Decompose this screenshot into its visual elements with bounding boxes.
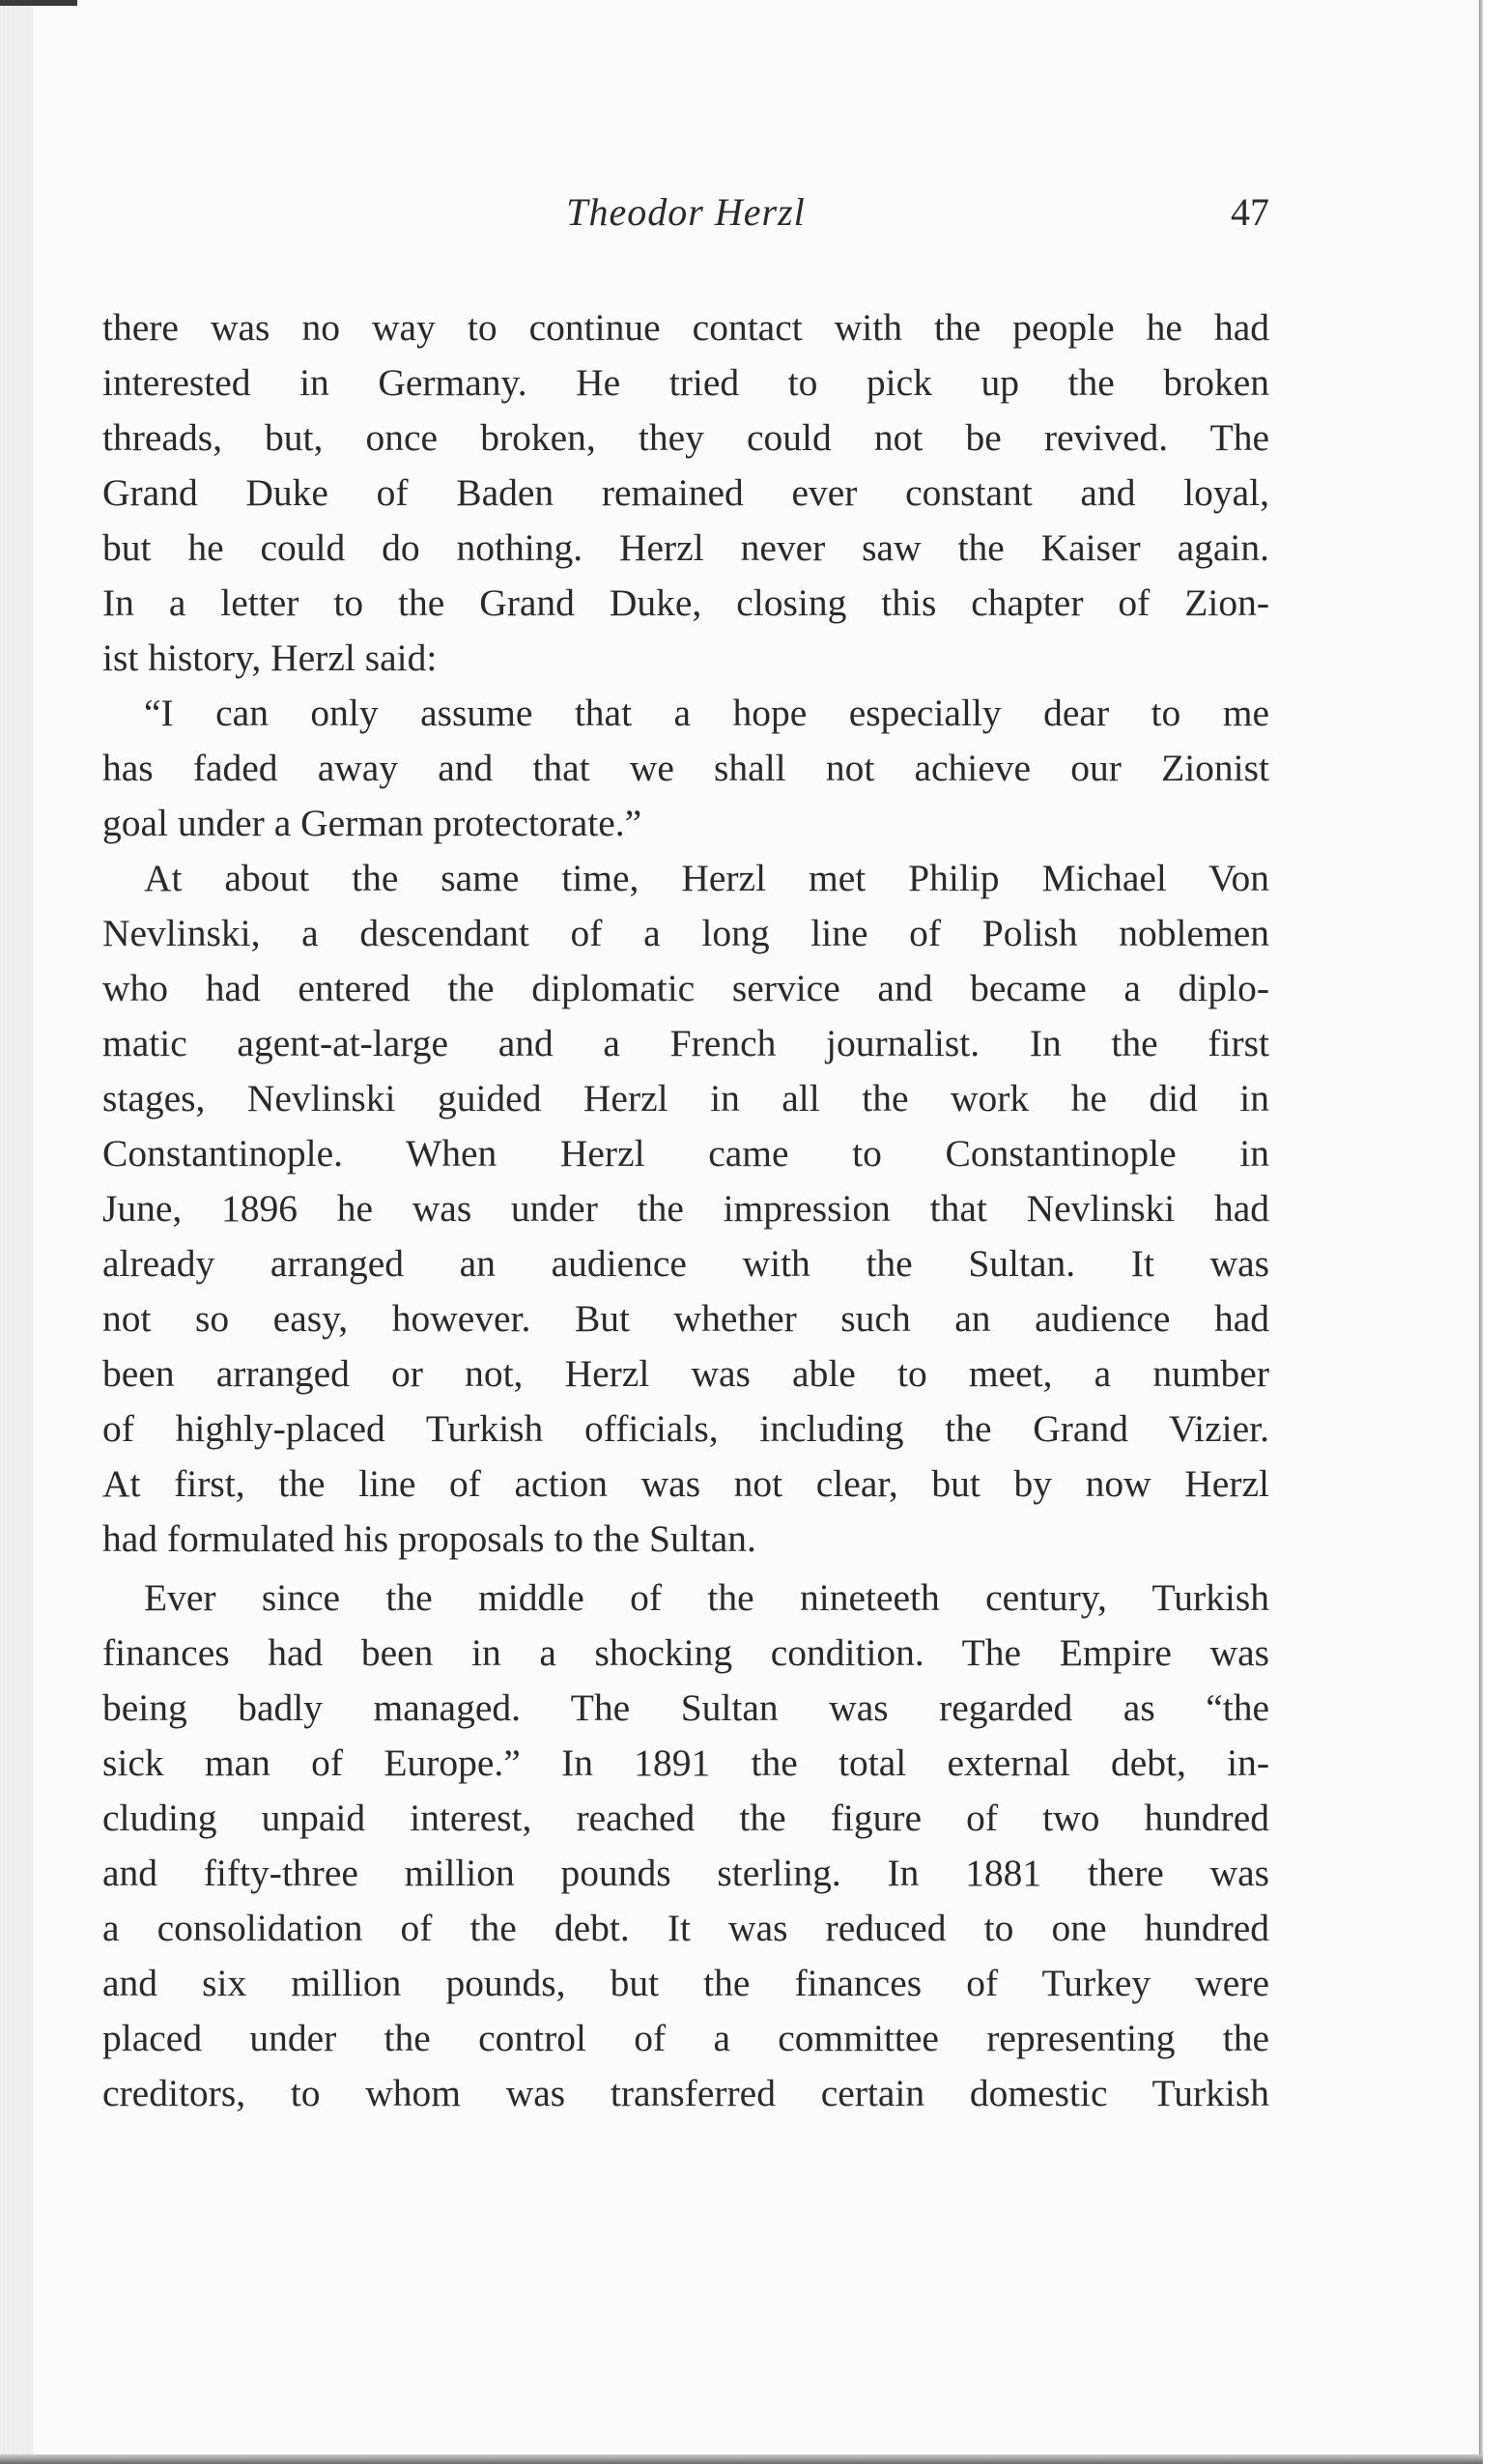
text-line: At about the same time, Herzl met Philip Michael Von xyxy=(144,857,1269,899)
text-line: has faded away and that we shall not achieve our Zionist xyxy=(102,747,1269,789)
text-line: ist history, Herzl said: xyxy=(102,637,438,679)
text-line: been arranged or not, Herzl was able to meet, a number xyxy=(102,1352,1269,1395)
text-line: In a letter to the Grand Duke, closing this chapter of Zion- xyxy=(102,581,1269,624)
text-line: who had entered the diplomatic service and became a diplo- xyxy=(102,967,1269,1009)
text-line: threads, but, once broken, they could not be revived. The xyxy=(102,416,1269,459)
text-line: a consolidation of the debt. It was reduced to one hundred xyxy=(102,1907,1269,1949)
text-line: but he could do nothing. Herzl never saw the Kaiser again. xyxy=(102,526,1269,569)
text-line: being badly managed. The Sultan was regarded as “the xyxy=(102,1686,1269,1729)
left-page-edge xyxy=(0,0,33,2464)
body-text xyxy=(102,300,1269,2121)
running-title: Theodor Herzl xyxy=(566,190,806,234)
paragraph-2-quote xyxy=(102,686,1269,851)
text-line: goal under a German protectorate.” xyxy=(102,802,642,844)
text-line: had formulated his proposals to the Sultan. xyxy=(102,1517,756,1560)
text-line: interested in Germany. He tried to pick up the broken xyxy=(102,361,1269,404)
text-line: already arranged an audience with the Sultan. It was xyxy=(102,1242,1269,1285)
text-line: June, 1896 he was under the impression that Nevlinski had xyxy=(102,1187,1269,1230)
text-line: creditors, to whom was transferred certain domestic Turkish xyxy=(102,2072,1269,2114)
paragraph-4 xyxy=(102,1571,1269,2121)
page-number: 47 xyxy=(1231,190,1269,234)
bottom-page-edge xyxy=(0,2454,1483,2464)
text-line: Constantinople. When Herzl came to Constantinople in xyxy=(102,1132,1269,1175)
text-line: Grand Duke of Baden remained ever constant and loyal, xyxy=(102,471,1269,514)
text-line: not so easy, however. But whether such an audience had xyxy=(102,1297,1269,1340)
text-line: cluding unpaid interest, reached the figure of two hundred xyxy=(102,1797,1269,1839)
right-margin xyxy=(1483,0,1506,2464)
text-line: stages, Nevlinski guided Herzl in all the work he did in xyxy=(102,1077,1269,1119)
text-line: Ever since the middle of the nineteeth century, Turkish xyxy=(144,1576,1269,1619)
paragraph-1 xyxy=(102,300,1269,686)
paragraph-3 xyxy=(102,851,1269,1567)
text-line: and six million pounds, but the finances of Turkey were xyxy=(102,1962,1269,2004)
text-line: sick man of Europe.” In 1891 the total external debt, in- xyxy=(102,1742,1269,1784)
text-line: there was no way to continue contact with the people he had xyxy=(102,306,1269,349)
running-head xyxy=(102,189,1269,247)
scan-corner-mark xyxy=(0,0,77,6)
text-line: finances had been in a shocking condition. The Empire was xyxy=(102,1631,1269,1674)
text-line: matic agent-at-large and a French journalist. In the first xyxy=(102,1022,1269,1064)
text-line: “I can only assume that a hope especially dear to me xyxy=(144,692,1269,734)
text-line: placed under the control of a committee representing the xyxy=(102,2017,1269,2059)
text-line: and fifty-three million pounds sterling. In 1881 there was xyxy=(102,1852,1269,1894)
text-line: of highly-placed Turkish officials, including the Grand Vizier. xyxy=(102,1407,1269,1450)
text-line: At first, the line of action was not clear, but by now Herzl xyxy=(102,1462,1269,1505)
text-line: Nevlinski, a descendant of a long line of Polish noblemen xyxy=(102,912,1269,954)
